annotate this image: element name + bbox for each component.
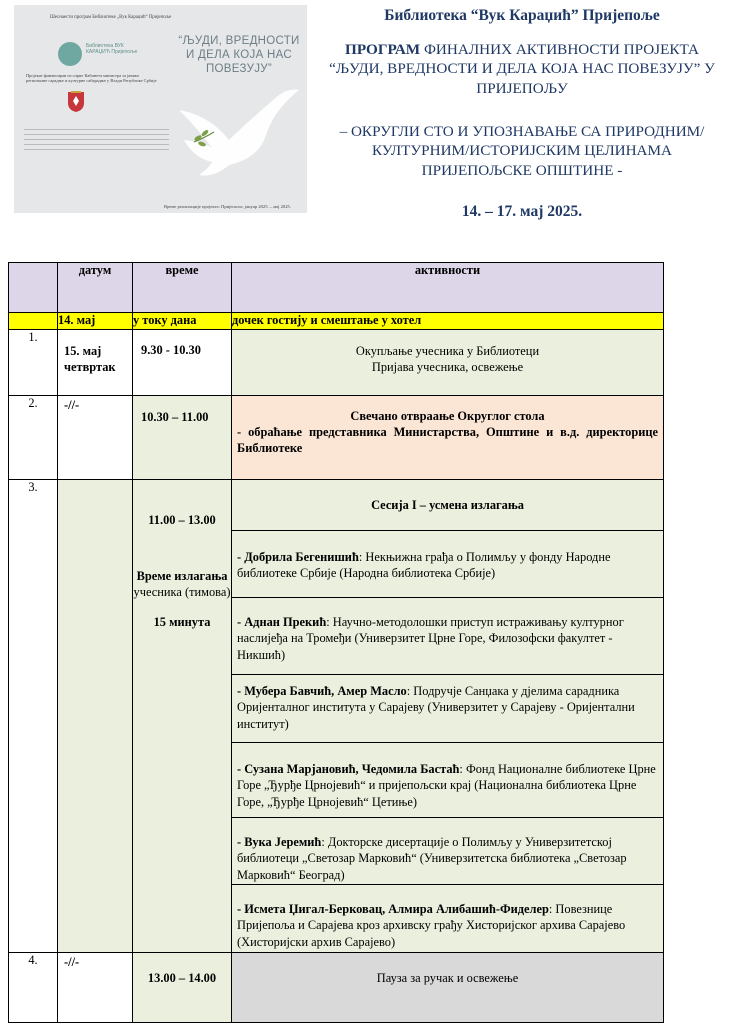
arrival-time: у току дана: [133, 313, 232, 330]
poster-motto: “ЉУДИ, ВРЕДНОСТИ И ДЕЛА КОЈА НАС ПОВЕЗУЈУ”: [178, 35, 300, 75]
talk-item: [232, 598, 663, 675]
header-date: датум: [58, 263, 133, 313]
talk-speaker: - Сузана Марјановић, Чедомила Бастаћ: [237, 762, 460, 776]
row2-activity: [232, 396, 664, 480]
row1-activity: [232, 330, 664, 396]
poster-top-text: Шеснаести програм Библиотеке „Вук Караџић“ Пријепоље: [50, 15, 172, 20]
talk-speaker: - Добрила Бегенишић: [237, 550, 359, 564]
talk-text: : Докторске дисертације о Полимљу у Универзитетској библиотеци „Светозар Марковић“ (Универзитетска библиотека „Светозар Марковић“ Београд): [237, 835, 627, 882]
library-seal-icon: [58, 42, 82, 66]
table-row: [9, 480, 664, 953]
row1-line2: Пријава учесника, освежење: [371, 360, 524, 375]
row3-time-cell: [133, 480, 232, 953]
project-poster: [14, 5, 307, 213]
session-title: Сесија I – усмена излагања: [232, 480, 663, 531]
library-title: Библиотека “Вук Караџић” Пријепоље: [384, 7, 660, 24]
row-number: 1.: [9, 330, 58, 396]
talk-item: [232, 675, 663, 743]
talk-text: : Фонд Националне библиотеке Црне Горе „Ђурђе Црнојевић“ и пријепољски крај (Национална библиотека Црне Горе, „Ђурђе Црнојевић“ Цетиње): [237, 762, 656, 809]
row4-date: -//-: [58, 953, 133, 1023]
talk-speaker: - Исмета Џигал-Берковац, Алмира Алибашић-Фиделер: [237, 902, 549, 916]
talk-text: : Научно-методолошки приступ истраживању културног наслијеђа на Тромеђи (Универзитет Црне Горе, Филозофски факултет - Никшић): [237, 615, 624, 662]
table-row: [9, 396, 664, 480]
row3-note2: учесника (тимова): [133, 585, 231, 600]
row3-time: 11.00 – 13.00: [148, 513, 216, 527]
row-number: 3.: [9, 480, 58, 953]
table-row: [9, 330, 664, 396]
poster-seal-text: Библиотека ВУК КАРАЏИЋ Пријепоље: [86, 43, 138, 55]
row-number: 4.: [9, 953, 58, 1023]
talk-speaker: - Вука Јеремић: [237, 835, 322, 849]
arrival-row: [9, 313, 664, 330]
row4-time: 13.00 – 14.00: [133, 953, 232, 1023]
row2-detail: - обраћање представника Министарства, Општине и в.д. директорице Библиотеке: [237, 425, 658, 456]
row-number: 2.: [9, 396, 58, 480]
talk-text: : Повезнице Пријепоља и Сарајева кроз архивску грађу Хисторијског архива Сарајево (Хисторијски архив Сарајево): [237, 902, 626, 949]
talk-speaker: - Аднан Прекић: [237, 615, 327, 629]
dove-icon: [174, 80, 304, 190]
poster-funding-text: Пројекат финансиран из сприе Кабинета министра за јачање регионалне сарадње и културне сабарадње у Влади Републике Србије: [26, 73, 157, 84]
program-title-rest: ФИНАЛНИХ АКТИВНОСТИ ПРОЈЕКТА “ЉУДИ, ВРЕДНОСТИ И ДЕЛА КОЈА НАС ПОВЕЗУЈУ” У ПРИЈЕПОЉУ: [329, 41, 715, 97]
arrival-date: 14. мај: [58, 313, 133, 330]
row2-title: Свечано отвраање Округлог стола: [350, 409, 545, 423]
row3-talks-cell: [232, 480, 664, 953]
row1-date: 15. мај четвртак: [58, 330, 133, 396]
talk-item: [232, 531, 663, 598]
talk-item: [232, 885, 663, 952]
header-activities: активности: [232, 263, 664, 313]
header-time: време: [133, 263, 232, 313]
talk-text: : Подручје Санџака у дјелима сарадника Оријенталног института у Сарајеву (Универзитет у Сарајеву - Оријентални институт): [237, 684, 635, 731]
talk-speaker: - Мубера Бавчић, Амер Масло: [237, 684, 407, 698]
table-header-row: [9, 263, 664, 313]
row2-date: -//-: [58, 396, 133, 480]
poster-body-text: [24, 125, 169, 165]
row3-note3: 15 минута: [153, 615, 211, 630]
row1-time: 9.30 - 10.30: [133, 330, 232, 396]
poster-footer: Време реализације пројекта: Пријепоље, јануар 2025. – мај 2025.: [164, 204, 291, 209]
row2-time: 10.30 – 11.00: [133, 396, 232, 480]
arrival-activity: дочек гостију и смештање у хотел: [232, 313, 664, 330]
row3-note1: Време излагања: [136, 569, 228, 584]
talk-item: [232, 743, 663, 818]
row1-line1: Окупљање учесника у Библиотеци: [355, 344, 540, 358]
program-title: [316, 40, 728, 98]
program-title-bold: ПРОГРАМ: [345, 41, 421, 58]
serbia-coat-of-arms-icon: [67, 91, 85, 113]
table-row: [9, 953, 664, 1023]
event-dates: 14. – 17. мај 2025.: [461, 203, 583, 220]
row4-activity: Пауза за ручак и освежење: [232, 953, 664, 1023]
header-num: [9, 263, 58, 313]
schedule-table: [8, 262, 664, 1023]
talk-item: [232, 818, 663, 885]
roundtable-subtitle: – ОКРУГЛИ СТО И УПОЗНАВАЊЕ СА ПРИРОДНИМ/КУЛТУРНИМ/ИСТОРИЈСКИМ ЦЕЛИНАМА ПРИЈЕПОЉСКЕ ОПШТИНЕ -: [339, 123, 705, 179]
talk-text: : Некњижна грађа о Полимљу у фонду Народне библиотеке Србије (Народна библиотека Србије): [237, 550, 611, 581]
